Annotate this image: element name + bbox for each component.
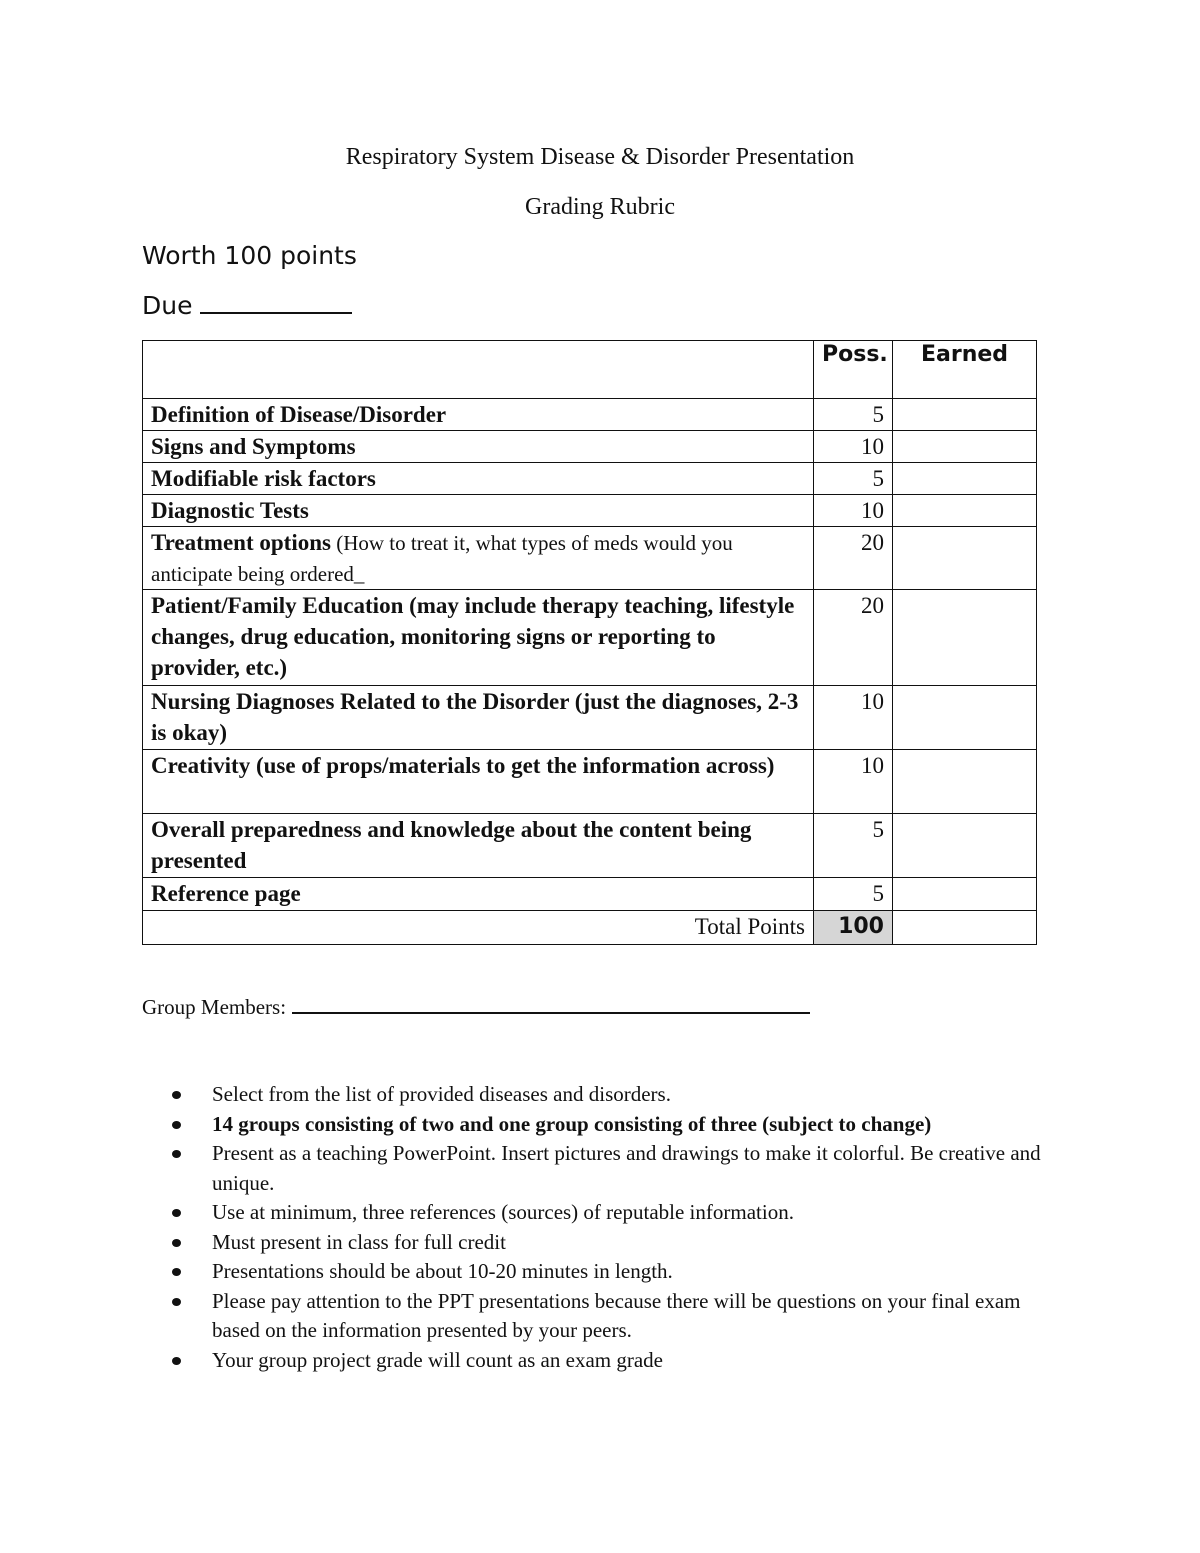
list-item <box>212 1139 1072 1198</box>
criterion-cell: Nursing Diagnoses Related to the Disorder (just the diagnoses, 2-3 is okay) <box>143 686 814 750</box>
possible-points-cell: 10 <box>814 431 893 463</box>
list-item-text: Select from the list of provided diseases and disorders. <box>212 1082 671 1106</box>
table-row <box>143 878 1037 911</box>
earned-points-cell <box>893 590 1037 686</box>
possible-points-cell: 10 <box>814 495 893 527</box>
criterion-cell: Diagnostic Tests <box>143 495 814 527</box>
list-item <box>212 1198 1072 1228</box>
earned-points-cell <box>893 750 1037 814</box>
criterion-cell: Signs and Symptoms <box>143 431 814 463</box>
total-points-value: 100 <box>814 911 893 945</box>
possible-points-cell: 10 <box>814 750 893 814</box>
instructions-list <box>172 1080 1072 1375</box>
criterion-header <box>143 341 814 399</box>
worth-points: Worth 100 points <box>142 241 357 270</box>
due-date-line <box>142 290 352 322</box>
table-row <box>143 431 1037 463</box>
table-row <box>143 399 1037 431</box>
due-date-blank <box>200 290 352 314</box>
criterion-cell: Reference page <box>143 878 814 911</box>
possible-points-header: Poss. <box>814 341 893 399</box>
possible-points-cell: 5 <box>814 814 893 878</box>
possible-points-cell: 10 <box>814 686 893 750</box>
total-row <box>143 911 1037 945</box>
earned-points-cell <box>893 431 1037 463</box>
list-item-text: 14 groups consisting of two and one group consisting of three (subject to change) <box>212 1111 932 1136</box>
group-members-line <box>142 992 810 1021</box>
total-earned-cell <box>893 911 1037 945</box>
bullet-icon <box>172 1209 181 1217</box>
bullet-icon <box>172 1298 181 1306</box>
bullet-icon <box>172 1091 181 1099</box>
earned-points-cell <box>893 814 1037 878</box>
earned-points-cell <box>893 527 1037 590</box>
earned-points-cell <box>893 495 1037 527</box>
list-item <box>212 1346 1072 1376</box>
possible-points-cell: 5 <box>814 878 893 911</box>
table-row <box>143 590 1037 686</box>
table-row <box>143 495 1037 527</box>
possible-points-cell: 20 <box>814 527 893 590</box>
table-row <box>143 463 1037 495</box>
list-item-text: Present as a teaching PowerPoint. Insert pictures and drawings to make it colorful. Be creative and unique. <box>212 1141 1041 1195</box>
table-row <box>143 527 1037 590</box>
table-row <box>143 814 1037 878</box>
earned-points-cell <box>893 686 1037 750</box>
grading-rubric-table <box>142 340 1037 945</box>
list-item-text: Presentations should be about 10-20 minutes in length. <box>212 1259 673 1283</box>
criterion-cell <box>143 527 814 590</box>
table-row <box>143 750 1037 814</box>
list-item <box>212 1257 1072 1287</box>
criterion-cell: Definition of Disease/Disorder <box>143 399 814 431</box>
criterion-note: (How to treat it, what types of meds would you anticipate being ordered_ <box>151 531 733 586</box>
bullet-icon <box>172 1150 181 1158</box>
rubric-header-row <box>143 341 1037 399</box>
list-item-text: Use at minimum, three references (sources) of reputable information. <box>212 1200 794 1224</box>
list-item-text: Must present in class for full credit <box>212 1229 506 1254</box>
document-subtitle: Grading Rubric <box>525 194 675 220</box>
list-item-text: Your group project grade will count as an exam grade <box>212 1347 663 1372</box>
due-label: Due <box>142 291 193 320</box>
list-item <box>212 1228 1072 1258</box>
earned-points-cell <box>893 463 1037 495</box>
possible-points-cell: 5 <box>814 399 893 431</box>
criterion-cell: Modifiable risk factors <box>143 463 814 495</box>
bullet-icon <box>172 1357 181 1365</box>
criterion-cell: Creativity (use of props/materials to get the information across) <box>143 750 814 814</box>
earned-points-cell <box>893 399 1037 431</box>
total-points-label: Total Points <box>143 911 814 945</box>
list-item <box>212 1080 1072 1110</box>
possible-points-cell: 5 <box>814 463 893 495</box>
possible-points-cell: 20 <box>814 590 893 686</box>
criterion-cell: Patient/Family Education (may include therapy teaching, lifestyle changes, drug education, monitoring signs or reporting to provider, etc.) <box>143 590 814 686</box>
document-title: Respiratory System Disease & Disorder Presentation <box>345 144 855 170</box>
earned-points-cell <box>893 878 1037 911</box>
criterion-title: Treatment options <box>151 530 331 555</box>
group-members-blank <box>292 992 810 1014</box>
bullet-icon <box>172 1268 181 1276</box>
group-members-label: Group Members: <box>142 995 287 1019</box>
list-item <box>212 1110 1072 1140</box>
bullet-icon <box>172 1239 181 1247</box>
list-item-text: Please pay attention to the PPT presentations because there will be questions on your final exam based on the information presented by your peers. <box>212 1288 1021 1342</box>
earned-points-header: Earned <box>893 341 1037 399</box>
list-item <box>212 1287 1072 1346</box>
bullet-icon <box>172 1121 181 1129</box>
table-row <box>143 686 1037 750</box>
criterion-cell: Overall preparedness and knowledge about the content being presented <box>143 814 814 878</box>
